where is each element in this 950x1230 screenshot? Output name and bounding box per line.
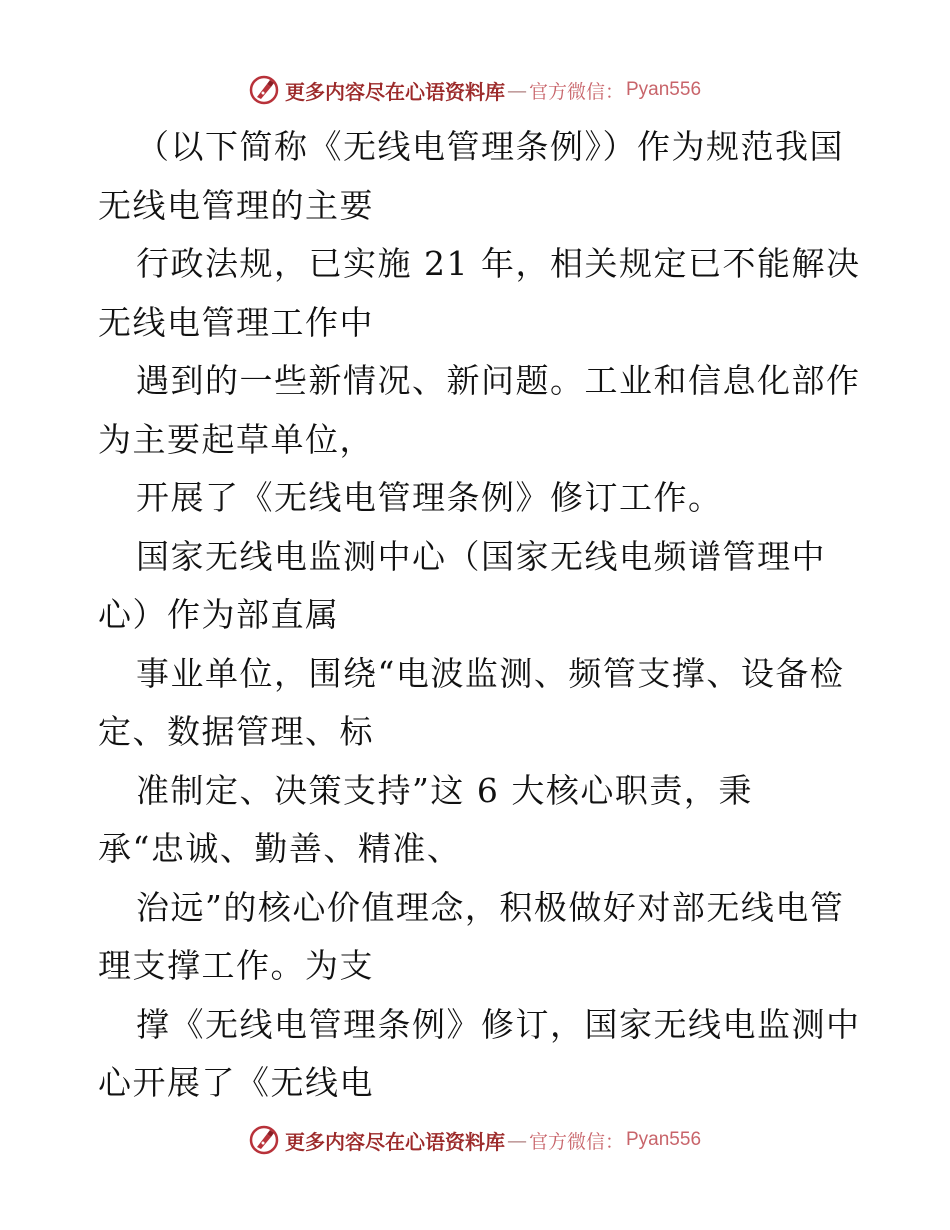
watermark-brand: 更多内容尽在心语资料库	[284, 79, 505, 104]
text-line: 国家无线电监测中心（国家无线电频谱管理中	[136, 536, 826, 576]
watermark-dash: —	[506, 78, 527, 102]
text-line: 事业单位，围绕“电波监测、频管支撑、设备检	[136, 653, 845, 693]
text-line: 开展了《无线电管理条例》修订工作。	[136, 478, 723, 517]
text-line: 定、数据管理、标	[98, 712, 374, 751]
text-line: 无线电管理的主要	[98, 185, 374, 225]
text-line: 无线电管理工作中	[98, 302, 374, 342]
watermark-account: Pyan556	[626, 79, 702, 100]
text-line: 行政法规，已实施 21 年，相关规定已不能解决	[136, 244, 861, 283]
watermark-dash: —	[506, 1128, 527, 1152]
text-line: 撑《无线电管理条例》修订，国家无线电监测中	[136, 1004, 861, 1044]
watermark-official-label: 官方微信：	[528, 80, 624, 103]
text-line: （以下简称《无线电管理条例》）作为规范我国	[136, 127, 844, 166]
watermark-official-label: 官方微信：	[528, 1130, 624, 1153]
pen-nib-logo-icon	[249, 1125, 279, 1155]
text-line: 承“忠诚、勤善、精准、	[98, 829, 462, 868]
header-watermark	[0, 70, 950, 110]
pen-nib-logo-icon	[249, 75, 279, 105]
text-line: 遇到的一些新情况、新问题。工业和信息化部作	[136, 361, 861, 400]
text-line: 心开展了《无线电	[98, 1063, 374, 1102]
text-line: 理支撑工作。为支	[98, 946, 374, 985]
text-line: 心）作为部直属	[98, 595, 340, 634]
document-body	[98, 118, 861, 1113]
text-line: 准制定、决策支持”这 6 大核心职责，秉	[136, 770, 753, 810]
watermark-brand: 更多内容尽在心语资料库	[284, 1129, 505, 1154]
text-line: 为主要起草单位，	[98, 419, 374, 459]
text-line: 治远”的核心价值理念，积极做好对部无线电管	[136, 887, 845, 927]
watermark-account: Pyan556	[626, 1129, 702, 1150]
footer-watermark	[0, 1120, 950, 1160]
